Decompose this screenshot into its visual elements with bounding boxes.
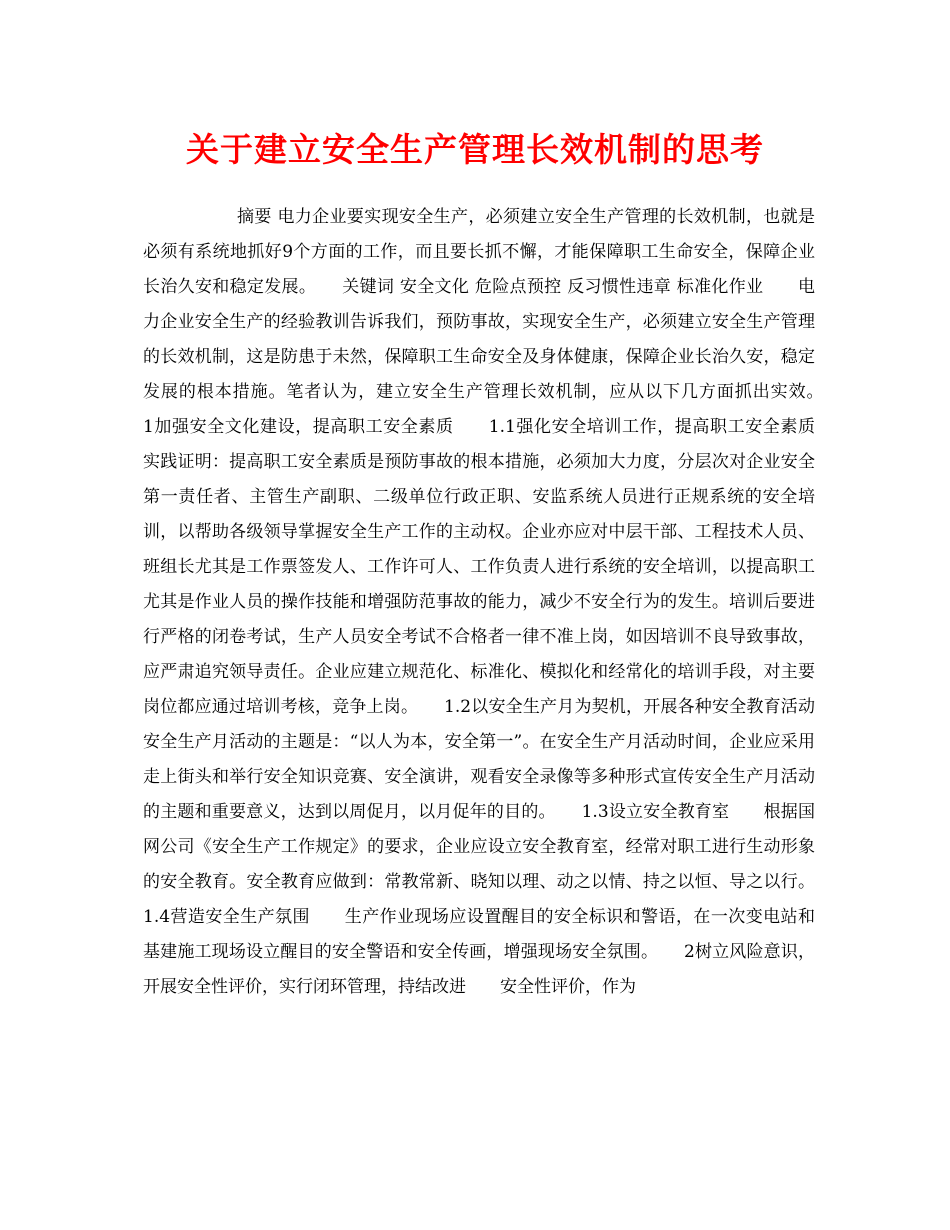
document-title: 关于建立安全生产管理长效机制的思考 — [186, 130, 764, 169]
document-body-paragraph: 摘要 电力企业要实现安全生产，必须建立安全生产管理的长效机制，也就是必须有系统地抓好9个方面的工作，而且要长抓不懈，才能保障职工生命安全，保障企业长治久安和稳定发展。 关键词 安全文化 危险点预控 反习惯性违章 标准化作业 电力企业安全生产的经验教训告诉我们，预防事故，实现安全生产，必须建立安全生产管理的长效机制，这是防患于未然，保障职工生命安全及身体健康，保障企业长治久安，稳定发展的根本措施。笔者认为，建立安全生产管理长效机制，应从以下几方面抓出实效。 1加强安全文化建设，提高职工安全素质 1.1强化安全培训工作，提高职工安全素质 实践证明：提高职工安全素质是预防事故的根本措施，必须加大力度，分层次对企业安全第一责任者、主管生产副职、二级单位行政正职、安监系统人员进行正规系统的安全培训，以帮助各级领导掌握安全生产工作的主动权。企业亦应对中层干部、工程技术人员、班组长尤其是工作票签发人、工作许可人、工作负责人进行系统的安全培训，以提高职工尤其是作业人员的操作技能和增强防范事故的能力，减少不安全行为的发生。培训后要进行严格的闭卷考试，生产人员安全考试不合格者一律不准上岗，如因培训不良导致事故，应严肃追究领导责任。企业应建立规范化、标准化、模拟化和经常化的培训手段，对主要岗位都应通过培训考核，竞争上岗。 1.2以安全生产月为契机，开展各种安全教育活动 安全生产月活动的主题是：“以人为本，安全第一”。在安全生产月活动时间，企业应采用走上街头和举行安全知识竞赛、安全演讲，观看安全录像等多种形式宣传安全生产月活动的主题和重要意义，达到以周促月，以月促年的目的。 1.3设立安全教育室 根据国网公司《安全生产工作规定》的要求，企业应设立安全教育室，经常对职工进行生动形象的安全教育。安全教育应做到：常教常新、晓知以理、动之以情、持之以恒、导之以行。1.4营造安全生产氛围 生产作业现场应设置醒目的安全标识和警语，在一次变电站和基建施工现场设立醒目的安全警语和安全传画，增强现场安全氛围。 2树立风险意识，开展安全性评价，实行闭环管理，持结改进 安全性评价，作为 — [143, 207, 849, 997]
